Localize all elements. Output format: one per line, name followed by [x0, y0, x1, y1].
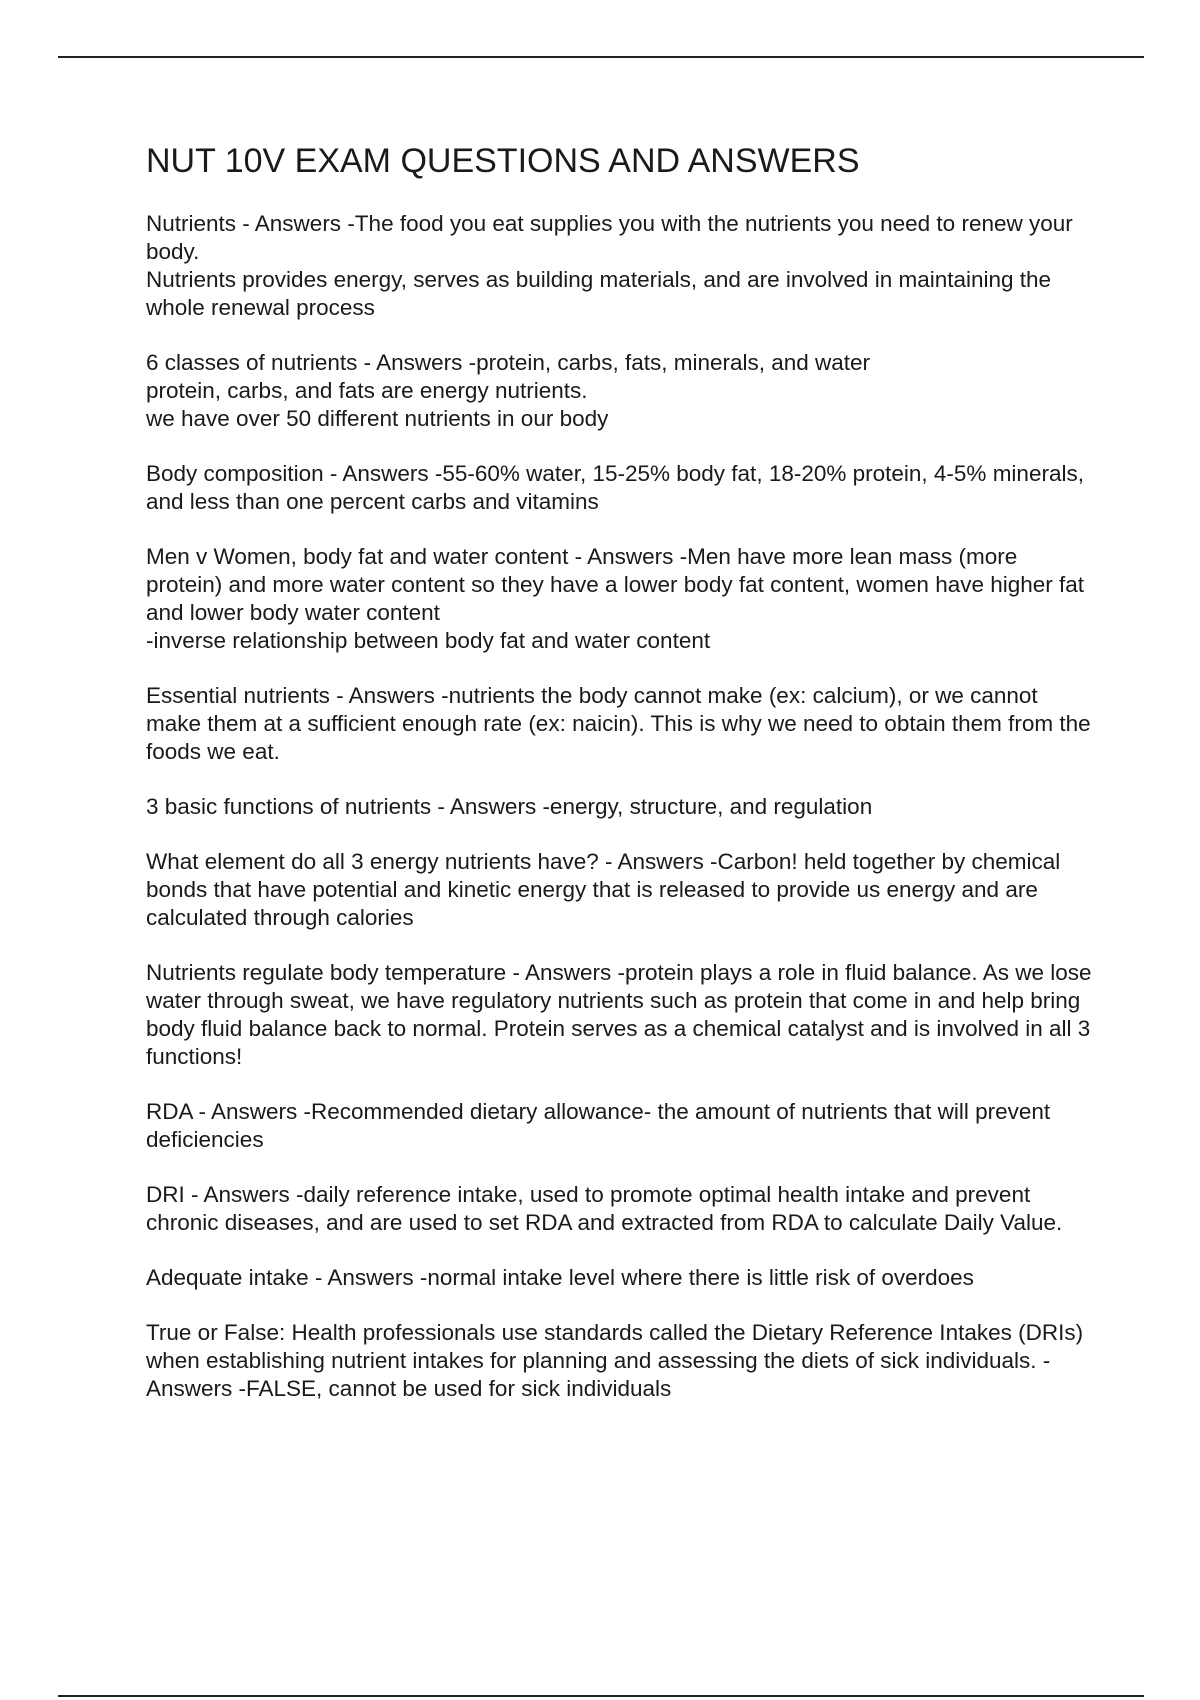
qa-text-line: -inverse relationship between body fat and water content	[146, 628, 711, 653]
document-body	[146, 140, 1096, 1430]
qa-text-line: 3 basic functions of nutrients - Answers -energy, structure, and regulation	[146, 794, 873, 819]
qa-text-line: Nutrients provides energy, serves as building materials, and are involved in maintaining the whole renewal process	[146, 267, 1052, 320]
qa-entry	[146, 460, 1096, 516]
qa-entry	[146, 682, 1096, 766]
qa-list	[146, 210, 1096, 1403]
qa-entry	[146, 848, 1096, 932]
qa-text-line: Nutrients regulate body temperature - Answers -protein plays a role in fluid balance. As we lose water through sweat, we have regulatory nutrients such as protein that come in and help bring body fluid balance back to normal. Protein serves as a chemical catalyst and is involved in all 3 functions!	[146, 960, 1092, 1069]
qa-text-line: Nutrients - Answers -The food you eat supplies you with the nutrients you need to renew your body.	[146, 211, 1073, 264]
qa-entry	[146, 959, 1096, 1071]
qa-text-line: DRI - Answers -daily reference intake, used to promote optimal health intake and prevent chronic diseases, and are used to set RDA and extracted from RDA to calculate Daily Value.	[146, 1182, 1063, 1235]
qa-text-line: protein, carbs, and fats are energy nutrients.	[146, 378, 588, 403]
top-divider	[58, 56, 1144, 58]
qa-entry	[146, 1181, 1096, 1237]
qa-text-line: Adequate intake - Answers -normal intake level where there is little risk of overdoes	[146, 1265, 974, 1290]
qa-text-line: What element do all 3 energy nutrients have? - Answers -Carbon! held together by chemical bonds that have potential and kinetic energy that is released to provide us energy and are calculated through calories	[146, 849, 1061, 930]
qa-text-line: Essential nutrients - Answers -nutrients the body cannot make (ex: calcium), or we cannot make them at a sufficient enough rate (ex: naicin). This is why we need to obtain them from the foods we eat.	[146, 683, 1091, 764]
bottom-divider	[58, 1695, 1144, 1697]
qa-entry	[146, 543, 1096, 655]
qa-entry	[146, 793, 1096, 821]
qa-entry	[146, 210, 1096, 322]
qa-text-line: True or False: Health professionals use standards called the Dietary Reference Intakes (DRIs) when establishing nutrient intakes for planning and assessing the diets of sick individuals. - Answers -FALSE, cannot be used for sick individuals	[146, 1320, 1084, 1401]
qa-text-line: we have over 50 different nutrients in our body	[146, 406, 609, 431]
qa-entry	[146, 1319, 1096, 1403]
qa-text-line: Body composition - Answers -55-60% water, 15-25% body fat, 18-20% protein, 4-5% minerals, and less than one percent carbs and vitamins	[146, 461, 1084, 514]
qa-entry	[146, 349, 1096, 433]
qa-text-line: Men v Women, body fat and water content - Answers -Men have more lean mass (more protein) and more water content so they have a lower body fat content, women have higher fat and lower body water content	[146, 544, 1085, 625]
page-title: NUT 10V EXAM QUESTIONS AND ANSWERS	[146, 142, 860, 180]
qa-entry	[146, 1264, 1096, 1292]
qa-entry	[146, 1098, 1096, 1154]
qa-text-line: RDA - Answers -Recommended dietary allowance- the amount of nutrients that will prevent deficiencies	[146, 1099, 1051, 1152]
qa-text-line: 6 classes of nutrients - Answers -protein, carbs, fats, minerals, and water	[146, 350, 871, 375]
